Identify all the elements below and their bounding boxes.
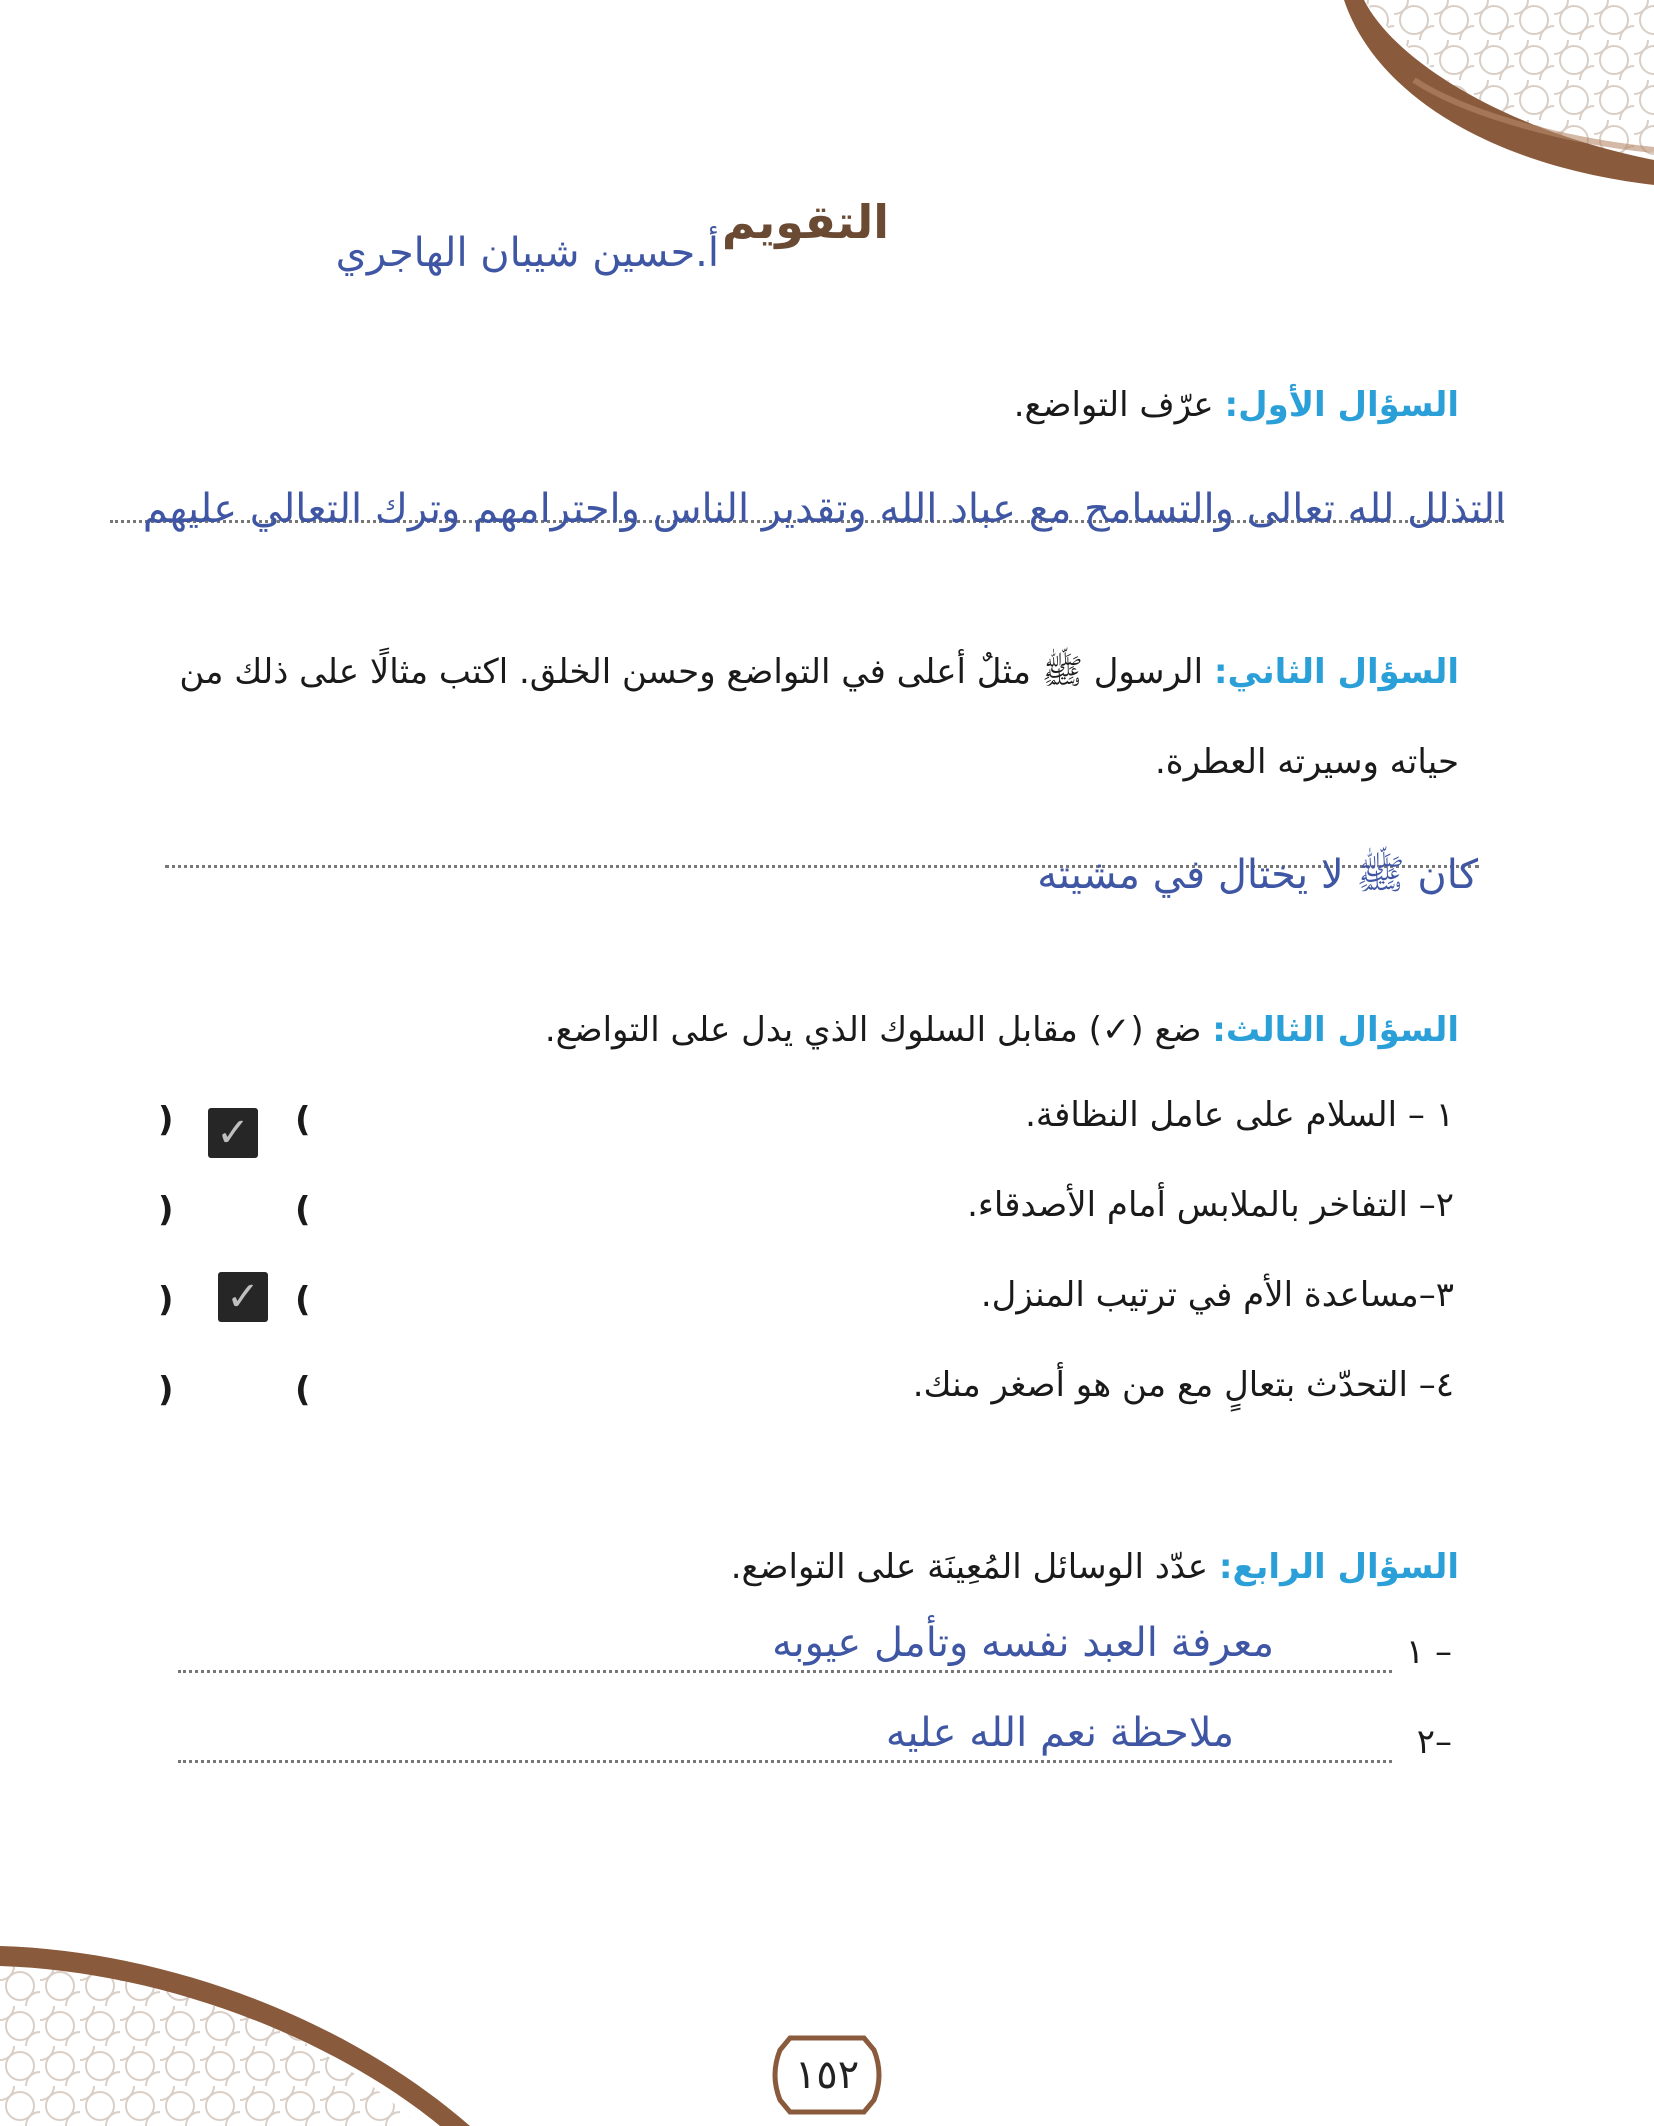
- author-name: أ.حسين شيبان الهاجري: [335, 230, 719, 276]
- q4-item-1-answer: معرفة العبد نفسه وتأمل عيوبه: [772, 1620, 1274, 1666]
- q3-item-3-paren-close: ): [158, 1280, 174, 1320]
- q3-item-3: ٣–مساعدة الأم في ترتيب المنزل.: [980, 1275, 1454, 1315]
- question-3-text: ضع (✓) مقابل السلوك الذي يدل على التواضع.: [544, 1010, 1202, 1050]
- question-4-text: عدّد الوسائل المُعِينَة على التواضع.: [730, 1547, 1209, 1587]
- q4-item-1-number: ١ –: [1405, 1632, 1452, 1672]
- q4-item-2-number: ٢–: [1416, 1722, 1452, 1762]
- q3-item-4: ٤– التحدّث بتعالٍ مع من هو أصغر منك.: [912, 1365, 1454, 1405]
- question-2-text-line2: حياته وسيرته العطرة.: [1154, 742, 1459, 782]
- q4-item-1-line: [178, 1670, 1392, 1673]
- question-2-label: السؤال الثاني:: [1213, 652, 1459, 692]
- page-title: التقويم: [721, 195, 889, 249]
- q3-item-3-checkbox[interactable]: ✓: [218, 1272, 268, 1322]
- question-4-label: السؤال الرابع:: [1218, 1547, 1459, 1587]
- answer-2-text: كان ﷺ لا يختال في مشيته: [1037, 852, 1478, 898]
- question-4: [731, 1540, 1459, 1594]
- q3-item-4-paren-open: (: [295, 1370, 311, 1410]
- q3-item-2-paren-close: ): [158, 1190, 174, 1230]
- answer-1-text: التذلل لله تعالى والتسامح مع عباد الله وتقدير الناس واحترامهم وترك التعالي عليهم: [142, 486, 1506, 532]
- q3-item-1-checkbox[interactable]: ✓: [208, 1108, 258, 1158]
- q3-item-2-paren-open: (: [295, 1190, 311, 1230]
- top-decorative-corner: [554, 0, 1654, 200]
- question-1: [1014, 378, 1459, 432]
- q4-item-2-line: [178, 1760, 1392, 1763]
- q3-item-1-paren-close: ): [158, 1100, 174, 1140]
- q3-item-2: ٢– التفاخر بالملابس أمام الأصدقاء.: [967, 1185, 1454, 1225]
- q3-item-4-paren-close: ): [158, 1370, 174, 1410]
- page-number: ١٥٢: [794, 2052, 860, 2098]
- question-1-label: السؤال الأول:: [1224, 385, 1459, 425]
- q3-item-1: ١ – السلام على عامل النظافة.: [1025, 1095, 1454, 1135]
- question-3-label: السؤال الثالث:: [1212, 1010, 1459, 1050]
- q3-item-2-checkbox[interactable]: [208, 1198, 258, 1248]
- question-2-line1: [179, 645, 1459, 699]
- question-1-text: عرّف التواضع.: [1013, 385, 1214, 425]
- q3-item-1-paren-open: (: [295, 1100, 311, 1140]
- q3-item-3-paren-open: (: [295, 1280, 311, 1320]
- question-3: [545, 1003, 1459, 1057]
- q4-item-2-answer: ملاحظة نعم الله عليه: [885, 1710, 1234, 1756]
- bottom-decorative-corner: [0, 1926, 480, 2126]
- question-2-text-line1: الرسول ﷺ مثلٌ أعلى في التواضع وحسن الخلق. اكتب مثالًا على ذلك من: [179, 652, 1204, 692]
- q3-item-4-checkbox[interactable]: [208, 1378, 258, 1428]
